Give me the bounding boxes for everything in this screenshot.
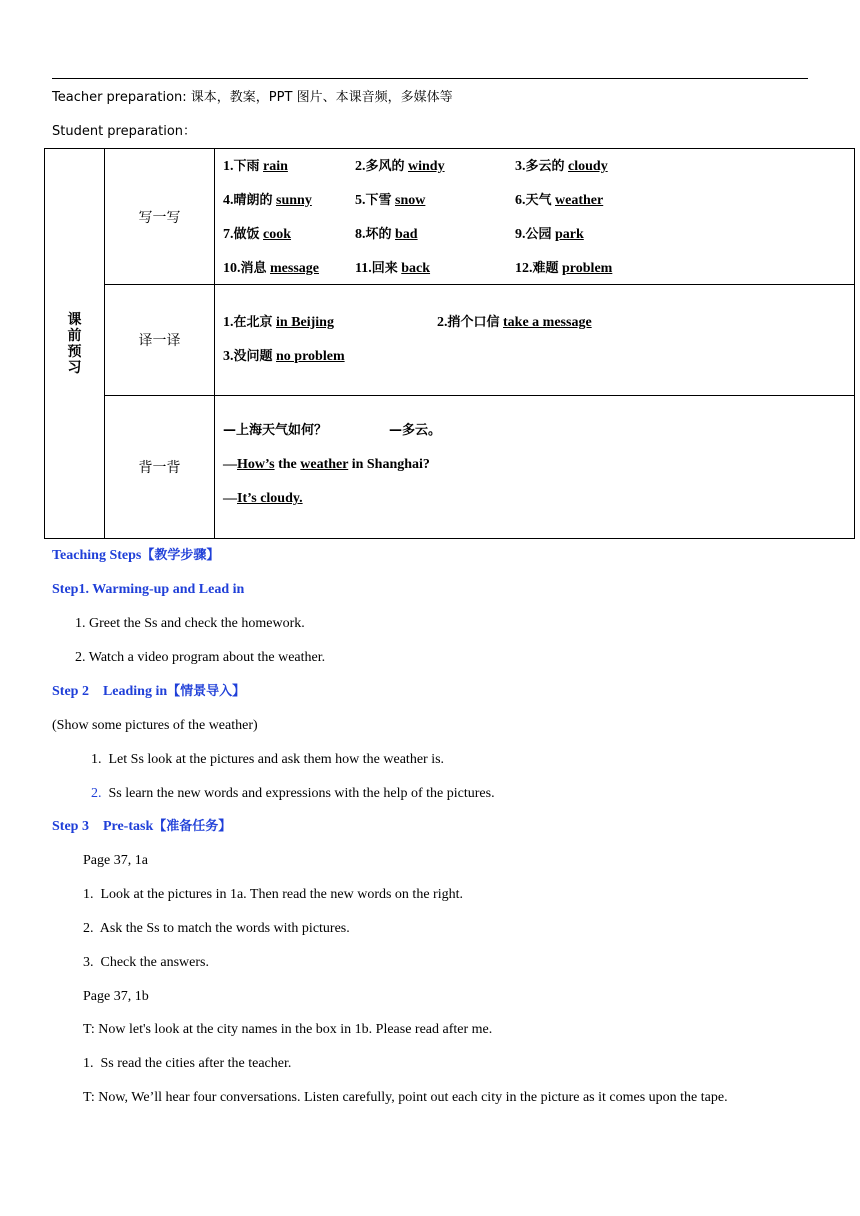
step3-line: 1. Ss read the cities after the teacher.	[83, 1056, 292, 1071]
preview-side-label: 课 前 预 习	[45, 149, 105, 539]
step3-line: 2. Ask the Ss to match the words with pictures.	[83, 921, 350, 936]
step2-heading: Step 2 Leading in【情景导入】	[52, 684, 246, 699]
phrase-item: 3.没问题 no problem	[223, 349, 345, 364]
teacher-preparation: Teacher preparation: 课本，教案，PPT 图片、本课音频，多媒体等	[52, 90, 453, 105]
student-preparation: Student preparation：	[52, 124, 197, 139]
phrase-item: 1.在北京 in Beijing	[223, 315, 334, 330]
step1-item-2: 2. Watch a video program about the weather.	[75, 650, 326, 665]
top-rule	[52, 78, 808, 79]
vocab-item: 7.做饭 cook	[223, 226, 292, 242]
vocab-item: 2.多风的 windy	[355, 158, 445, 174]
vocab-item: 9.公园 park	[515, 226, 584, 242]
translate-label: 译一译	[105, 285, 215, 396]
vocab-item: 11.回来 back	[355, 260, 431, 276]
vocab-item: 4.晴朗的 sunny	[223, 192, 312, 208]
write-cell	[215, 149, 855, 285]
step3-line: T: Now, We’ll hear four conversations. Listen carefully, point out each city in the picture as it comes upon the tape.	[83, 1090, 728, 1105]
step3-line: 1. Look at the pictures in 1a. Then read the new words on the right.	[83, 887, 463, 902]
step3-line: 3. Check the answers.	[83, 955, 209, 970]
recite-label: 背一背	[105, 396, 215, 539]
step3-line: Page 37, 1a	[83, 853, 148, 868]
write-label: 写一写	[105, 149, 215, 285]
step2-note: (Show some pictures of the weather)	[52, 718, 258, 733]
phrase-item: 2.捎个口信 take a message	[437, 315, 592, 330]
vocab-item: 8.坏的 bad	[355, 226, 418, 242]
step2-item-1: 1. Let Ss look at the pictures and ask them how the weather is.	[91, 752, 445, 767]
step1-heading: Step1. Warming-up and Lead in	[52, 582, 245, 597]
vocab-item: 6.天气 weather	[515, 192, 604, 208]
translate-cell	[215, 285, 855, 396]
step3-line: T: Now let's look at the city names in the box in 1b. Please read after me.	[83, 1022, 493, 1037]
recite-line-3: —It’s cloudy.	[223, 491, 303, 506]
step3-heading: Step 3 Pre-task【准备任务】	[52, 819, 232, 834]
recite-line-1-answer: —多云。	[389, 423, 442, 438]
vocab-item: 10.消息 message	[223, 260, 320, 276]
vocab-item: 3.多云的 cloudy	[515, 158, 608, 174]
vocab-item: 12.难题 problem	[515, 260, 613, 276]
preview-table	[44, 148, 855, 539]
step1-item-1: 1. Greet the Ss and check the homework.	[75, 616, 305, 631]
vocab-item: 5.下雪 snow	[355, 192, 426, 208]
step3-line: Page 37, 1b	[83, 989, 149, 1004]
recite-line-2: —How’s the weather in Shanghai?	[223, 457, 430, 472]
recite-cell	[215, 396, 855, 539]
vocab-item: 1.下雨 rain	[223, 158, 288, 174]
recite-line-1: —上海天气如何？	[223, 423, 328, 438]
teaching-steps-heading: Teaching Steps【教学步骤】	[52, 548, 220, 563]
step2-item-2: 2. Ss learn the new words and expressions with the help of the pictures.	[91, 786, 495, 801]
